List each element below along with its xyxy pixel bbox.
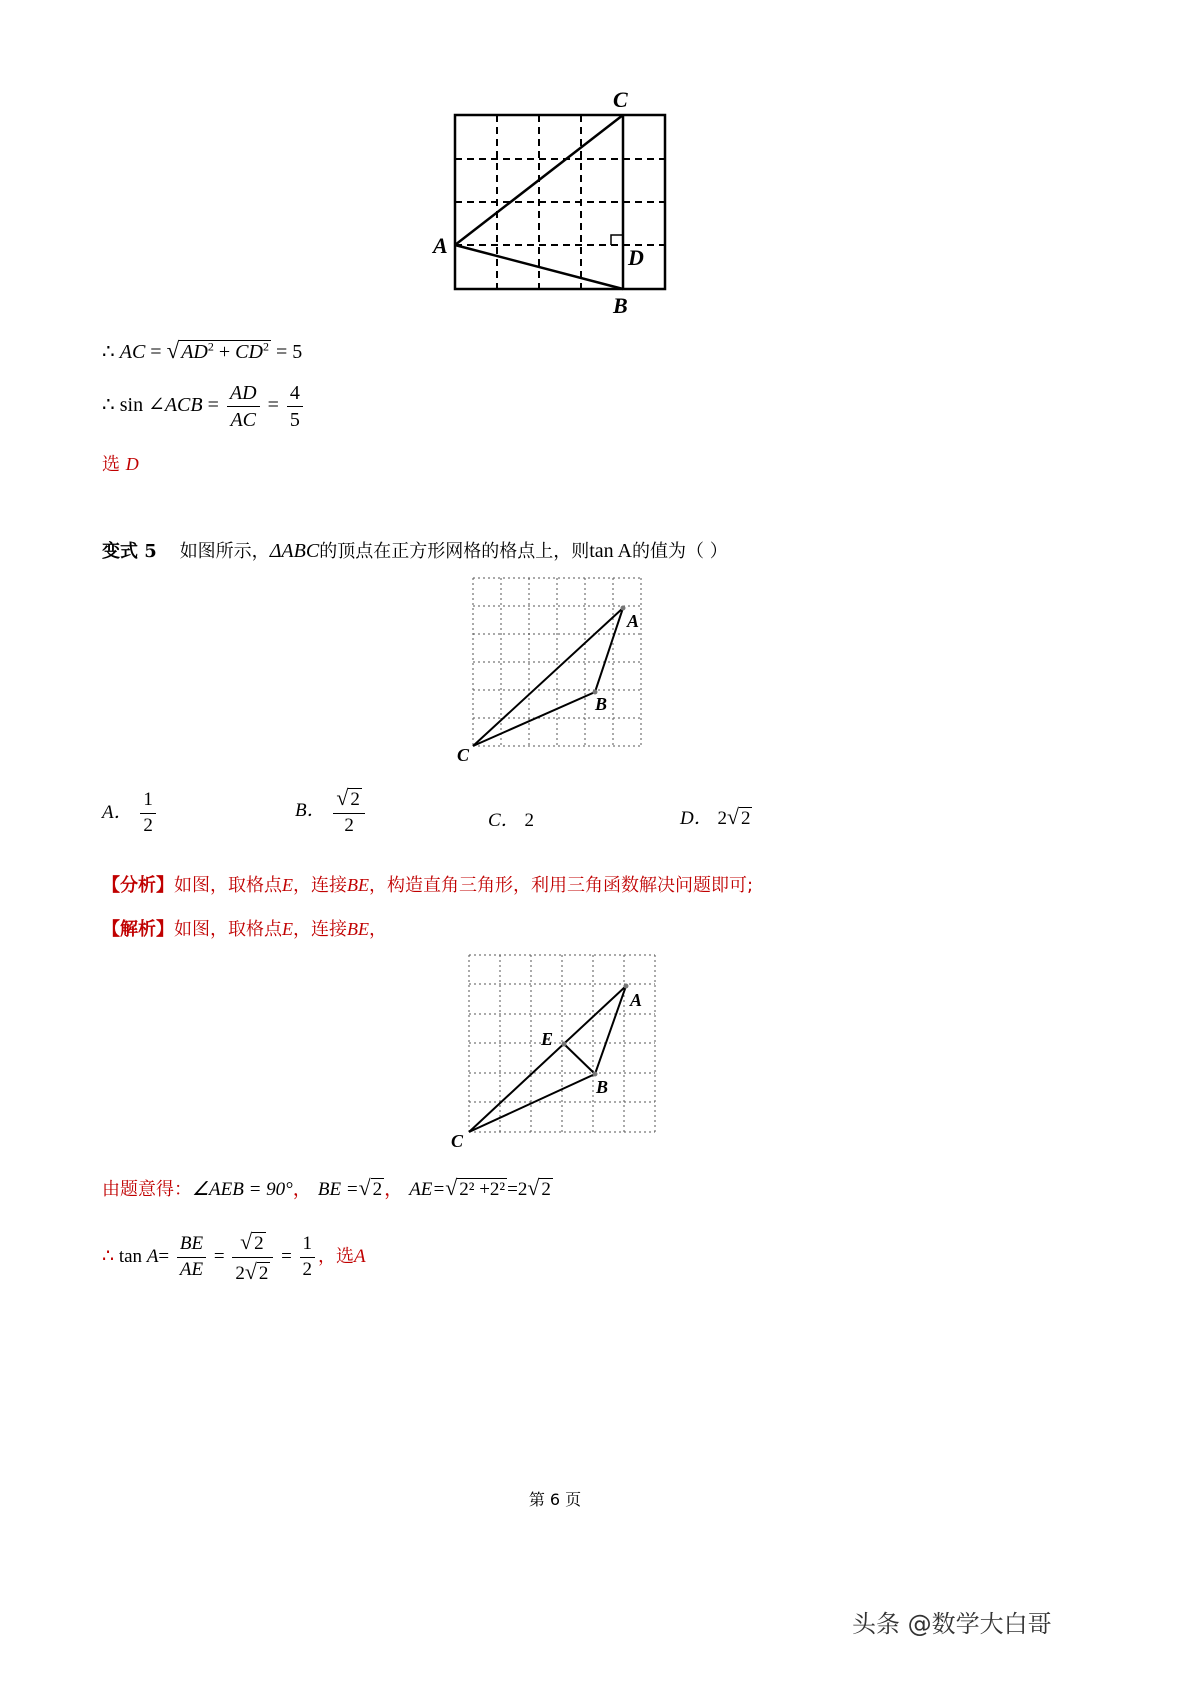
answer-select-d — [102, 450, 139, 476]
point-e: E — [282, 919, 293, 939]
option-letter: B． — [295, 799, 326, 821]
cd-term: CD — [235, 341, 263, 363]
therefore-symbol: ∴ — [102, 341, 115, 363]
fraction-sqrt2-2 — [333, 786, 365, 837]
separator: ， — [292, 1178, 312, 1200]
ac-term: AC — [119, 341, 146, 363]
radicand: 2 — [350, 789, 360, 810]
fraction-1-2 — [300, 1234, 316, 1281]
label-c: C — [457, 745, 470, 765]
numerator: BE — [177, 1234, 206, 1258]
numerator: 4 — [287, 382, 303, 407]
denominator: AE — [179, 1258, 204, 1280]
sqrt-2: √ 2 — [336, 786, 360, 810]
tan-calculation — [102, 1230, 366, 1285]
point-e: E — [282, 875, 293, 895]
label-d: D — [628, 245, 644, 270]
figure-dotted-grid-2 — [445, 945, 675, 1155]
label-c: C — [613, 87, 628, 112]
page-number: 第 6 页 — [528, 1490, 582, 1509]
therefore-symbol: ∴ — [102, 1245, 115, 1267]
tan-fn: tan — [118, 1245, 143, 1267]
question-text: 如图所示， — [179, 541, 270, 562]
denominator: AC — [230, 409, 256, 431]
therefore-symbol: ∴ — [102, 394, 115, 417]
equals: = — [213, 1245, 225, 1267]
option-a[interactable] — [102, 790, 159, 837]
option-letter: D． — [680, 808, 713, 829]
answer-label: 选 — [102, 454, 120, 475]
angle-acb: ∠ACB — [148, 394, 203, 417]
select-label: ，选 — [318, 1245, 355, 1267]
ae-term: AE= — [409, 1179, 446, 1200]
sqrt-2: √ 2 — [527, 1176, 551, 1200]
analysis-text: ，构造直角三角形，利用三角函数解决问题即可; — [369, 875, 754, 896]
label-a: A — [630, 990, 643, 1010]
result: = 5 — [275, 341, 303, 363]
denominator: 2 — [344, 814, 354, 836]
tan-expr: tan A — [589, 540, 632, 562]
sqrt-expression: √ $AD^2 + CD^2$ — [166, 338, 269, 363]
numerator: AD — [227, 382, 260, 407]
option-c[interactable] — [488, 805, 534, 832]
radicand: 2 — [740, 808, 751, 829]
coefficient: 2 — [717, 808, 727, 829]
sqrt-2: √ 2 — [244, 1259, 269, 1284]
sqrt-sum: √ 2² +2² — [445, 1176, 506, 1200]
ad-term: AD — [181, 341, 208, 363]
equation-sin — [102, 382, 306, 431]
triangle-symbol: ΔABC — [269, 540, 320, 562]
question-title: 变式 5 — [102, 541, 157, 562]
analysis-text: ，连接 — [293, 875, 347, 896]
answer-value: D — [125, 454, 139, 474]
angle-aeb: ∠AEB = 90° — [192, 1179, 293, 1200]
numerator: 1 — [300, 1234, 316, 1258]
fraction-1-2 — [140, 790, 156, 837]
solution-text: 如图，取格点 — [174, 919, 282, 940]
sin-fn: sin — [119, 394, 144, 417]
question-text: 的值为（ ） — [631, 541, 728, 562]
radicand: 2 — [258, 1262, 269, 1284]
analysis-text: 如图，取格点 — [174, 875, 282, 896]
figure-rect-grid — [420, 85, 680, 325]
be-term: BE = — [317, 1179, 359, 1200]
numerator: 1 — [140, 790, 156, 814]
radicand: 2 — [254, 1233, 264, 1254]
label-a: A — [627, 611, 640, 631]
label-b: B — [613, 293, 628, 318]
separator: ， — [384, 1178, 404, 1200]
label-b: B — [596, 1077, 609, 1097]
fraction-be-ae — [177, 1234, 206, 1281]
sqrt-2: √ 2 — [726, 805, 751, 829]
label-c: C — [451, 1131, 464, 1151]
fraction-sqrt2-2sqrt2 — [232, 1230, 273, 1285]
option-letter: C． — [488, 810, 520, 831]
var-a: A — [146, 1245, 159, 1267]
label-e: E — [541, 1029, 554, 1049]
option-b[interactable] — [295, 786, 368, 837]
select-value: A — [354, 1245, 366, 1267]
given-label: 由题意得： — [102, 1179, 192, 1200]
solution-text: ， — [369, 919, 387, 940]
solution-tag: 【解析】 — [102, 919, 174, 940]
equals: = — [267, 394, 279, 417]
option-d[interactable] — [680, 803, 752, 830]
option-value: 2 — [524, 810, 534, 831]
denominator: 2 — [302, 1258, 313, 1280]
option-letter: A． — [102, 801, 133, 823]
denominator: 5 — [289, 409, 300, 431]
fraction-4-5 — [287, 382, 303, 431]
label-b: B — [595, 694, 608, 714]
solution-paragraph — [102, 915, 387, 941]
question-text: 的顶点在正方形网格的格点上，则 — [319, 541, 590, 562]
coefficient: 2 — [235, 1262, 245, 1284]
denominator: 2 — [143, 814, 153, 836]
fraction-ad-ac — [227, 382, 260, 431]
equals: = — [281, 1245, 292, 1267]
segment-be: BE — [347, 875, 369, 895]
sqrt-2: √ 2 — [358, 1176, 383, 1200]
solution-text: ，连接 — [293, 919, 347, 940]
analysis-paragraph — [102, 871, 753, 897]
equals: = — [158, 1245, 170, 1267]
figure-dotted-grid-1 — [455, 565, 675, 775]
equation-ac — [102, 338, 302, 364]
question-5 — [102, 537, 728, 563]
radicand: 2 — [541, 1179, 551, 1200]
ae-result: =2 — [507, 1179, 528, 1200]
analysis-tag: 【分析】 — [102, 875, 174, 896]
radicand: 2² +2² — [459, 1179, 506, 1200]
segment-be: BE — [347, 919, 369, 939]
equals: = — [150, 341, 162, 363]
label-a: A — [433, 233, 448, 258]
exp: 2 — [207, 339, 214, 354]
exp: 2 — [262, 339, 269, 354]
sqrt-2: √ 2 — [240, 1230, 264, 1254]
radicand: 2 — [372, 1179, 383, 1200]
given-conditions — [102, 1174, 553, 1201]
watermark: 头条 @数学大白哥 — [852, 1610, 1052, 1638]
equals: = — [207, 394, 219, 417]
plus: + — [218, 341, 231, 363]
